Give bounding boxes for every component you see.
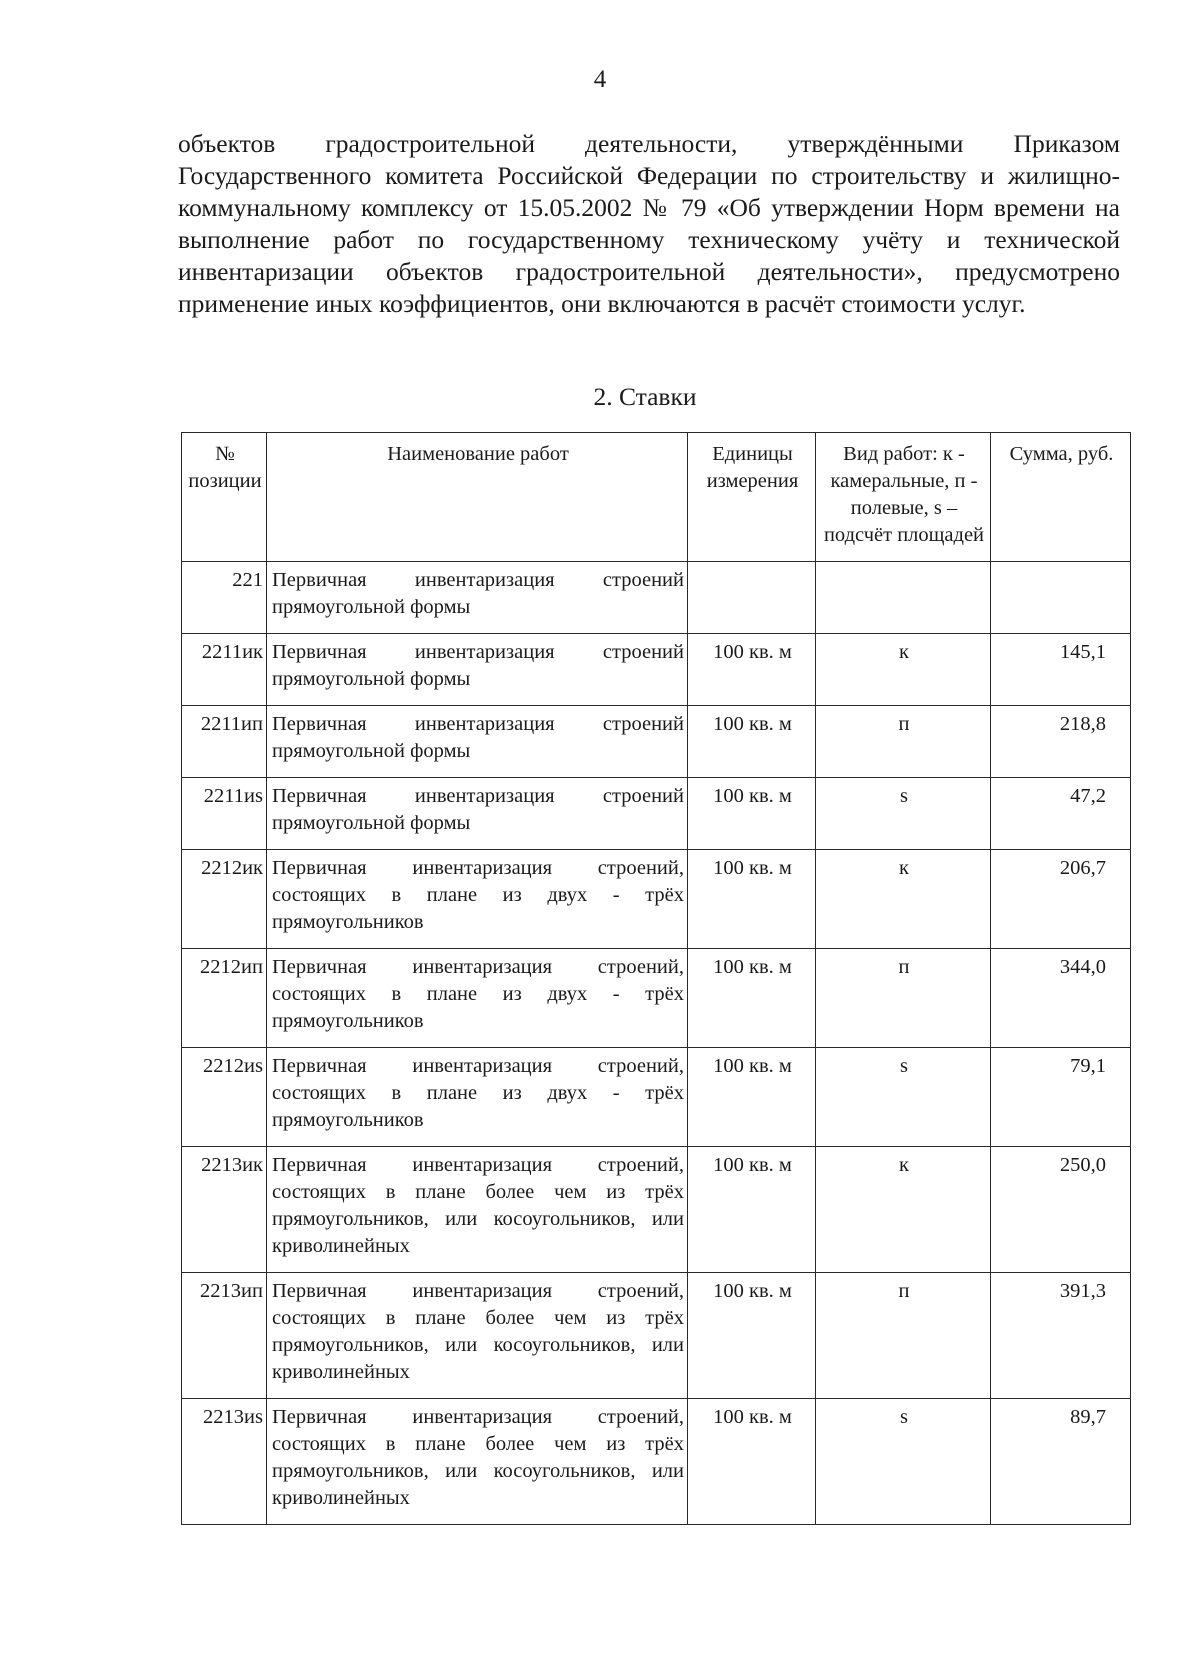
table-header-row: [182, 433, 1131, 562]
cell-sum: [991, 562, 1131, 634]
table-row: [182, 1048, 1131, 1147]
rates-table: [181, 432, 1131, 1525]
cell-sum: 79,1: [991, 1048, 1131, 1147]
cell-work-type: s: [816, 778, 991, 850]
header-unit: Единицы измерения: [688, 433, 816, 562]
cell-sum: 391,3: [991, 1273, 1131, 1399]
table-row: [182, 1273, 1131, 1399]
table-body: [182, 562, 1131, 1525]
cell-name: Первичная инвентаризация строений прямоугольной формы: [267, 706, 688, 778]
cell-position: 221: [182, 562, 267, 634]
cell-sum: 47,2: [991, 778, 1131, 850]
cell-name: Первичная инвентаризация строений прямоугольной формы: [267, 562, 688, 634]
cell-name: Первичная инвентаризация строений, состоящих в плане более чем из трёх прямоугольников, или косоугольников, или криволинейных: [267, 1147, 688, 1273]
table-row: [182, 706, 1131, 778]
cell-sum: 206,7: [991, 850, 1131, 949]
cell-position: 2213ип: [182, 1273, 267, 1399]
cell-name: Первичная инвентаризация строений, состоящих в плане более чем из трёх прямоугольников, или косоугольников, или криволинейных: [267, 1273, 688, 1399]
cell-name: Первичная инвентаризация строений, состоящих в плане из двух - трёх прямоугольников: [267, 1048, 688, 1147]
cell-unit: 100 кв. м: [688, 706, 816, 778]
cell-sum: 344,0: [991, 949, 1131, 1048]
table-row: [182, 1399, 1131, 1525]
cell-position: 2212иs: [182, 1048, 267, 1147]
table-row: [182, 634, 1131, 706]
header-name: Наименование работ: [267, 433, 688, 562]
cell-unit: 100 кв. м: [688, 634, 816, 706]
cell-work-type: п: [816, 1273, 991, 1399]
table-row: [182, 778, 1131, 850]
page-number: 4: [593, 66, 607, 93]
table-row: [182, 850, 1131, 949]
header-position: № позиции: [182, 433, 267, 562]
intro-paragraph: объектов градостроительной деятельности, утверждёнными Приказом Государственного комитета Российской Федерации по строительству и жилищно-коммунальному комплексу от 15.05.2002 № 79 «Об утверждении Норм времени на выполнение работ по государственному техническому учёту и технической инвентаризации объектов градостроительной деятельности», предусмотрено применение иных коэффициентов, они включаются в расчёт стоимости услуг.: [178, 129, 1120, 318]
cell-position: 2213ик: [182, 1147, 267, 1273]
cell-work-type: к: [816, 1147, 991, 1273]
cell-sum: 145,1: [991, 634, 1131, 706]
cell-position: 2212ик: [182, 850, 267, 949]
cell-unit: [688, 562, 816, 634]
cell-name: Первичная инвентаризация строений, состоящих в плане из двух - трёх прямоугольников: [267, 850, 688, 949]
cell-unit: 100 кв. м: [688, 949, 816, 1048]
table-row: [182, 949, 1131, 1048]
cell-unit: 100 кв. м: [688, 850, 816, 949]
cell-sum: 250,0: [991, 1147, 1131, 1273]
cell-name: Первичная инвентаризация строений прямоугольной формы: [267, 778, 688, 850]
header-type: Вид работ: к - камеральные, п - полевые, s – подсчёт площадей: [816, 433, 991, 562]
cell-unit: 100 кв. м: [688, 1399, 816, 1525]
cell-work-type: s: [816, 1399, 991, 1525]
cell-work-type: s: [816, 1048, 991, 1147]
cell-position: 2211иs: [182, 778, 267, 850]
section-title: 2. Ставки: [593, 382, 697, 411]
cell-position: 2212ип: [182, 949, 267, 1048]
cell-name: Первичная инвентаризация строений, состоящих в плане более чем из трёх прямоугольников, или косоугольников, или криволинейных: [267, 1399, 688, 1525]
cell-sum: 89,7: [991, 1399, 1131, 1525]
cell-work-type: п: [816, 949, 991, 1048]
cell-work-type: [816, 562, 991, 634]
cell-name: Первичная инвентаризация строений, состоящих в плане из двух - трёх прямоугольников: [267, 949, 688, 1048]
cell-position: 2213иs: [182, 1399, 267, 1525]
header-sum: Сумма, руб.: [991, 433, 1131, 562]
cell-work-type: к: [816, 634, 991, 706]
cell-position: 2211ик: [182, 634, 267, 706]
table-row: [182, 1147, 1131, 1273]
cell-position: 2211ип: [182, 706, 267, 778]
cell-work-type: к: [816, 850, 991, 949]
cell-sum: 218,8: [991, 706, 1131, 778]
cell-name: Первичная инвентаризация строений прямоугольной формы: [267, 634, 688, 706]
cell-unit: 100 кв. м: [688, 778, 816, 850]
table-row: [182, 562, 1131, 634]
cell-unit: 100 кв. м: [688, 1147, 816, 1273]
cell-unit: 100 кв. м: [688, 1273, 816, 1399]
cell-work-type: п: [816, 706, 991, 778]
cell-unit: 100 кв. м: [688, 1048, 816, 1147]
